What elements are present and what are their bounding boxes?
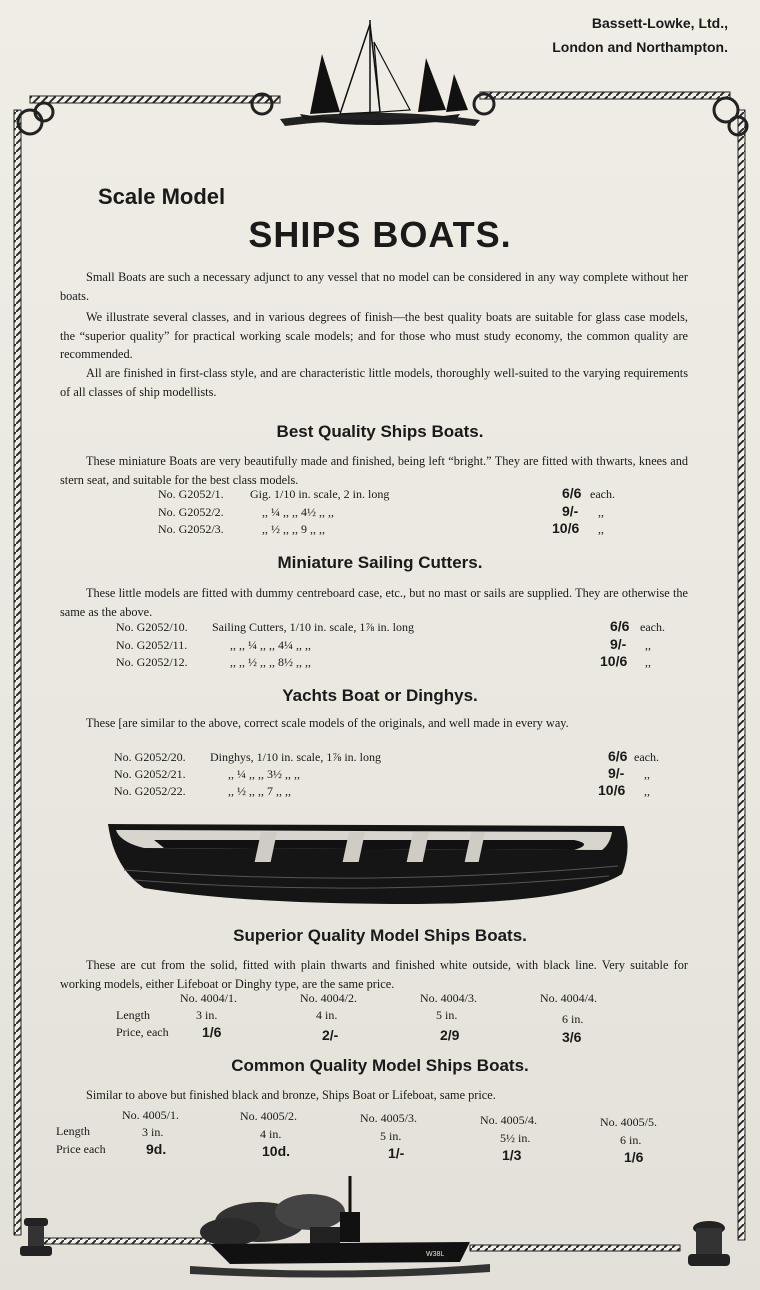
dinghys-item-1-unit: each. [634,750,659,764]
cutters-item-2-price: 9/- [610,636,627,652]
dinghys-item-1-no: No. G2052/20. [114,750,186,764]
cutters-item-1-price: 6/6 [610,618,630,634]
superior-col-1-no: No. 4004/1. [180,991,237,1005]
best-item-1-price: 6/6 [562,485,582,501]
sailing-ships-vignette [270,14,490,134]
cutters-item-3-unit: ,, [645,655,651,669]
common-col-4-price: 1/3 [502,1147,522,1163]
superior-col-4-no: No. 4004/4. [540,991,597,1005]
superior-col-2-length: 4 in. [316,1008,338,1022]
best-item-2-price: 9/- [562,503,579,519]
superior-col-3-no: No. 4004/3. [420,991,477,1005]
superior-length-label: Length [116,1008,150,1022]
cutters-item-2-desc: ,, ,, ¼ ,, ,, 4¼ ,, ,, [230,638,311,652]
superior-col-3-price: 2/9 [440,1027,460,1043]
cutters-item-3-price: 10/6 [600,653,628,669]
common-desc: Similar to above but finished black and bronze, Ships Boat or Lifeboat, same price. [86,1088,496,1102]
dinghys-item-2-desc: ,, ¼ ,, ,, 3½ ,, ,, [228,767,300,781]
common-col-1-price: 9d. [146,1141,167,1157]
cutters-item-3-no: No. G2052/12. [116,655,188,669]
superior-desc: These are cut from the solid, fitted with plain thwarts and finished white outside, with black line. Very suitable for working models, either Lifeboat or Dinghy type, are the same price. [60,958,688,991]
dinghys-heading: Yachts Boat or Dinghys. [282,686,478,705]
svg-text:W38L: W38L [426,1251,445,1258]
superior-col-1-price: 1/6 [202,1024,222,1040]
superior-heading: Superior Quality Model Ships Boats. [233,926,527,945]
common-col-5-no: No. 4005/5. [600,1115,657,1129]
cutters-item-1-unit: each. [640,620,665,634]
dinghys-item-2-unit: ,, [644,767,650,781]
best-item-3-desc: ,, ½ ,, ,, 9 ,, ,, [262,522,325,536]
cutters-desc: These little models are fitted with dummy centreboard case, etc., but no mast or sails are supplied. They are otherwise the same as the above. [60,586,688,619]
dinghys-item-1-desc: Dinghys, 1/10 in. scale, 1⅞ in. long [210,750,381,764]
common-col-3-price: 1/- [388,1145,405,1161]
common-col-2-price: 10d. [262,1143,291,1159]
intro-para-1: Small Boats are such a necessary adjunct to any vessel that no model can be considered in any way complete without her boats. [60,270,688,303]
common-col-4-length: 5½ in. [500,1131,531,1145]
cutters-item-3-desc: ,, ,, ½ ,, ,, 8½ ,, ,, [230,655,311,669]
best-heading: Best Quality Ships Boats. [276,422,484,441]
title-line1: Scale Model [98,184,226,209]
cutters-heading: Miniature Sailing Cutters. [277,553,483,572]
common-col-1-no: No. 4005/1. [122,1108,179,1122]
dinghys-item-3-no: No. G2052/22. [114,784,186,798]
common-col-5-price: 1/6 [624,1149,644,1165]
company-name: Bassett-Lowke, Ltd., [591,15,728,31]
best-item-2-desc: ,, ¼ ,, ,, 4½ ,, ,, [262,505,334,519]
common-heading: Common Quality Model Ships Boats. [231,1056,529,1075]
common-col-2-length: 4 in. [260,1127,282,1141]
superior-price-label: Price, each [116,1025,169,1039]
common-col-1-length: 3 in. [142,1125,164,1139]
superior-col-4-price: 3/6 [562,1029,582,1045]
common-col-3-no: No. 4005/3. [360,1111,417,1125]
intro-para-2: We illustrate several classes, and in various degrees of finish—the best quality boats are suitable for glass case models, the “superior quality” for practical working scale models; and for those who must study economy, the common quality are recommended. [60,310,688,361]
common-price-label: Price each [56,1142,106,1156]
best-item-2-no: No. G2052/2. [158,505,224,519]
dinghys-item-3-desc: ,, ½ ,, ,, 7 ,, ,, [228,784,291,798]
company-location: London and Northampton. [552,39,728,55]
best-item-3-unit: ,, [598,522,604,536]
superior-col-4-length: 6 in. [562,1012,584,1026]
superior-col-1-length: 3 in. [196,1008,218,1022]
intro-para-3: All are finished in first-class style, and are characteristic little models, thoroughly well-suited to the varying requirements of all classes of ship modellists. [60,366,688,399]
cutters-item-1-no: No. G2052/10. [116,620,188,634]
cutters-item-1-desc: Sailing Cutters, 1/10 in. scale, 1⅞ in. long [212,620,414,634]
steamship-vignette [190,1172,490,1282]
bollard-icon [684,1218,734,1272]
best-item-3-price: 10/6 [552,520,580,536]
best-item-1-no: No. G2052/1. [158,487,224,501]
best-item-1-desc: Gig. 1/10 in. scale, 2 in. long [250,487,390,501]
superior-col-3-length: 5 in. [436,1008,458,1022]
superior-col-2-no: No. 4004/2. [300,991,357,1005]
best-item-3-no: No. G2052/3. [158,522,224,536]
cutters-item-2-unit: ,, [645,638,651,652]
cutters-item-2-no: No. G2052/11. [116,638,188,652]
best-desc: These miniature Boats are very beautifully made and finished, being left “bright.” They are fitted with thwarts, knees and stern seat, and suitable for the best class models. [60,454,688,487]
common-col-5-length: 6 in. [620,1133,642,1147]
dinghys-item-2-no: No. G2052/21. [114,767,186,781]
common-col-3-length: 5 in. [380,1129,402,1143]
page-title: SHIPS BOATS. [248,214,512,255]
dinghys-desc: These [are similar to the above, correct scale models of the originals, and well made in every way. [86,716,569,730]
common-col-2-no: No. 4005/2. [240,1109,297,1123]
best-item-1-unit: each. [590,487,615,501]
common-length-label: Length [56,1124,90,1138]
rowing-boat-illustration [104,818,634,910]
bollard-icon [16,1212,56,1262]
common-col-4-no: No. 4005/4. [480,1113,537,1127]
superior-col-2-price: 2/- [322,1027,339,1043]
dinghys-item-2-price: 9/- [608,765,625,781]
dinghys-item-1-price: 6/6 [608,748,628,764]
dinghys-item-3-unit: ,, [644,784,650,798]
best-item-2-unit: ,, [598,505,604,519]
dinghys-item-3-price: 10/6 [598,782,626,798]
